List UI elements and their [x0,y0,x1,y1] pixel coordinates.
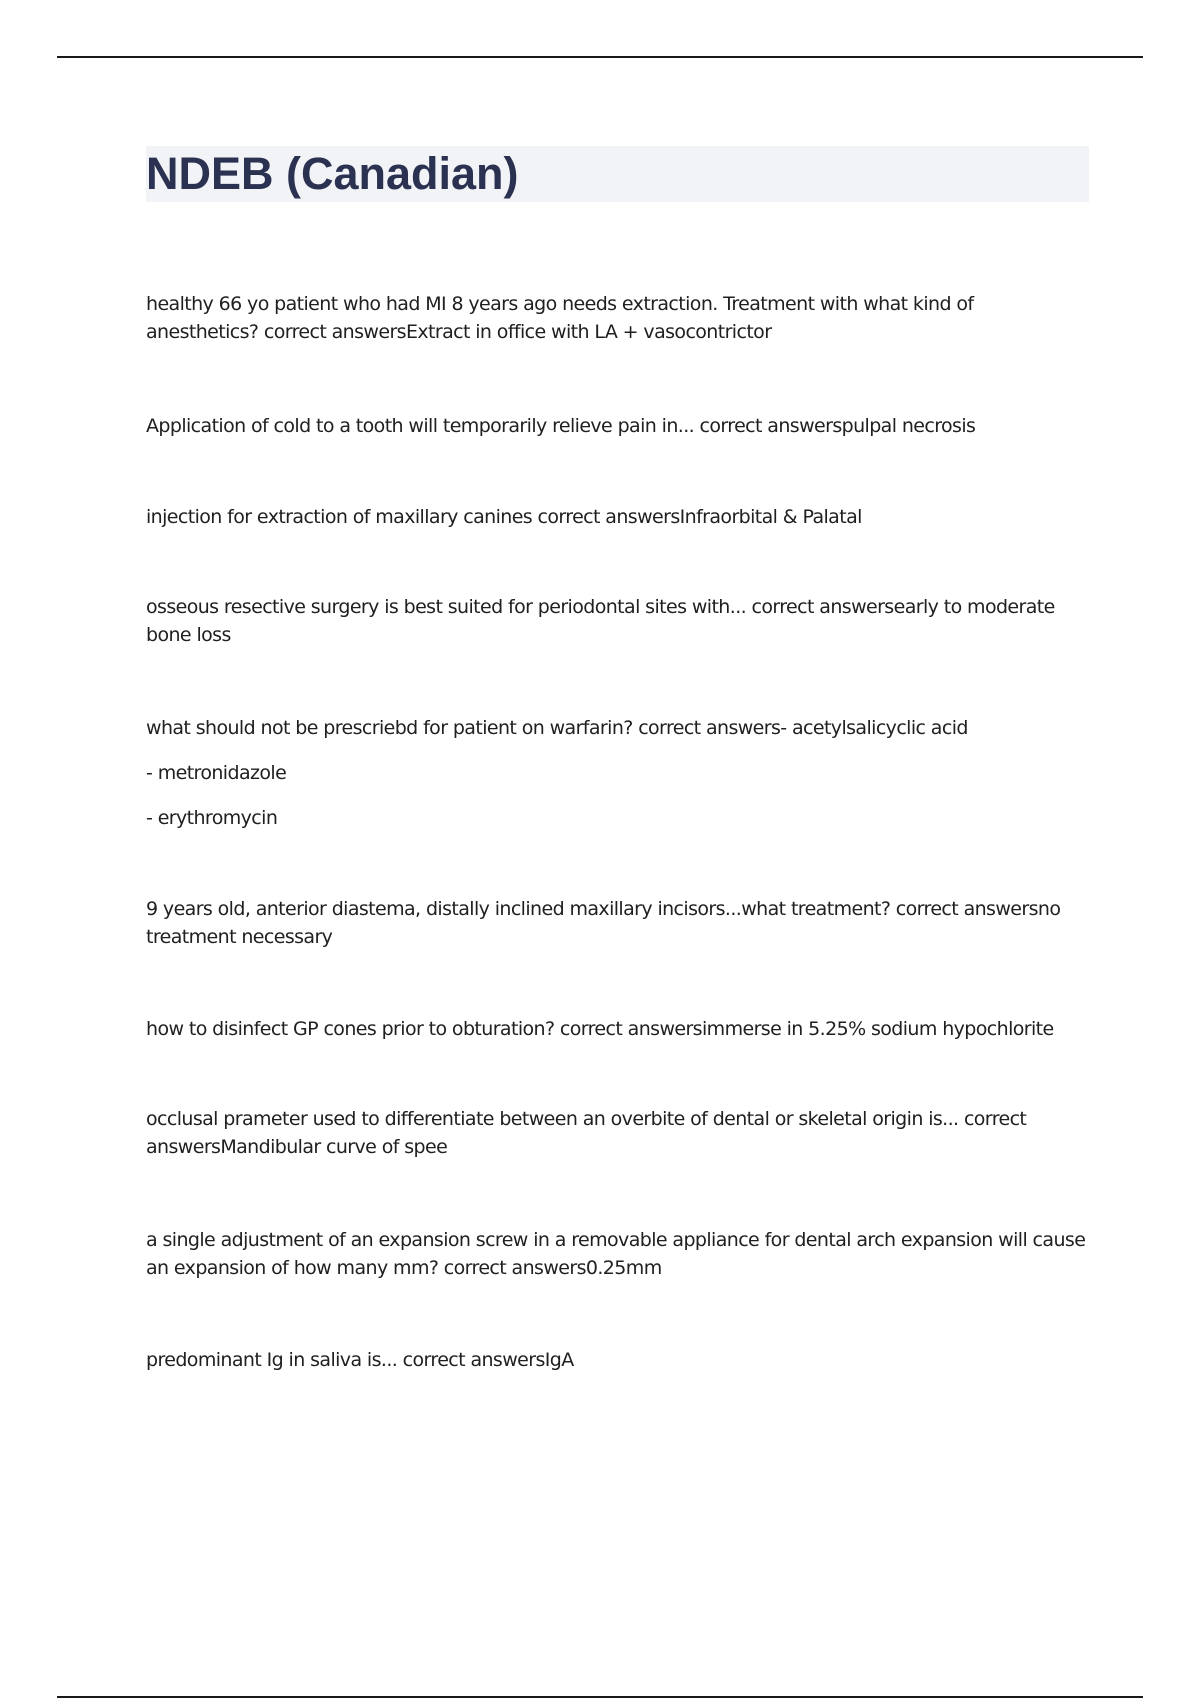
qa-entry [146,1015,1086,1043]
qa-text [146,714,1086,742]
qa-entry [146,714,1086,832]
qa-text [146,895,1086,951]
question-text: Application of cold to a tooth will temporarily relieve pain in... [146,415,695,437]
answer-separator: correct answers [890,898,1038,920]
answer-separator: correct answers [746,596,894,618]
question-text: what should not be prescriebd for patient on warfarin? [146,717,633,739]
qa-entry [146,503,1086,531]
answer-text: no treatment necessary [146,898,1061,948]
answer-separator: correct answers [258,321,406,343]
answer-separator: correct answers [632,717,781,739]
qa-entry [146,290,1086,346]
qa-entry [146,895,1086,951]
question-text: injection for extraction of maxillary canines [146,506,533,528]
question-text: 9 years old, anterior diastema, distally inclined maxillary incisors...what treatment? [146,898,891,920]
question-text: how to disinfect GP cones prior to obturation? [146,1018,555,1040]
question-text: predominant Ig in saliva is... [146,1349,398,1371]
answer-separator: correct answers [554,1018,702,1040]
qa-entry [146,1226,1086,1282]
qa-text [146,593,1086,649]
answer-separator: correct answers [438,1257,586,1279]
footer-rule [57,1696,1143,1698]
question-text: healthy 66 yo patient who had MI 8 years ago needs extraction. Treatment with what kind of anesthetics? [146,293,974,343]
qa-text [146,1226,1086,1282]
qa-entry [146,1105,1086,1161]
answer-list-item: - erythromycin [146,807,278,829]
answer-text: pulpal necrosis [841,415,976,437]
answer-list-item: - metronidazole [146,762,287,784]
header-rule [57,56,1143,58]
qa-entry [146,1346,1086,1374]
qa-text [146,290,1086,346]
answer-text: Extract in office with LA + vasocontrictor [405,321,772,343]
qa-text [146,1015,1086,1043]
answer-separator: correct answers [532,506,680,528]
answer-separator: correct answers [694,415,842,437]
answer-text: immerse in 5.25% sodium hypochlorite [701,1018,1054,1040]
answer-text: 0.25mm [585,1257,662,1279]
qa-text [146,412,1086,440]
answer-text: IgA [544,1349,574,1371]
answer-text: early to moderate bone loss [146,596,1055,646]
qa-entry [146,593,1086,649]
document-title: NDEB (Canadian) [146,148,519,199]
answer-text: - acetylsalicyclic acid [780,717,968,739]
answer-text: Infraorbital & Palatal [679,506,862,528]
answer-separator: correct answers [146,1108,1027,1158]
answer-separator: correct answers [397,1349,545,1371]
question-text: occlusal prameter used to differentiate between an overbite of dental or skeletal origin is... [146,1108,959,1130]
qa-text [146,1346,1086,1374]
answer-text: Mandibular curve of spee [220,1136,448,1158]
qa-text [146,1105,1086,1161]
qa-text [146,503,1086,531]
qa-entry [146,412,1086,440]
question-text: a single adjustment of an expansion screw in a removable appliance for dental arch expansion will cause an expansion of how many mm? [146,1229,1086,1279]
question-text: osseous resective surgery is best suited for periodontal sites with... [146,596,747,618]
